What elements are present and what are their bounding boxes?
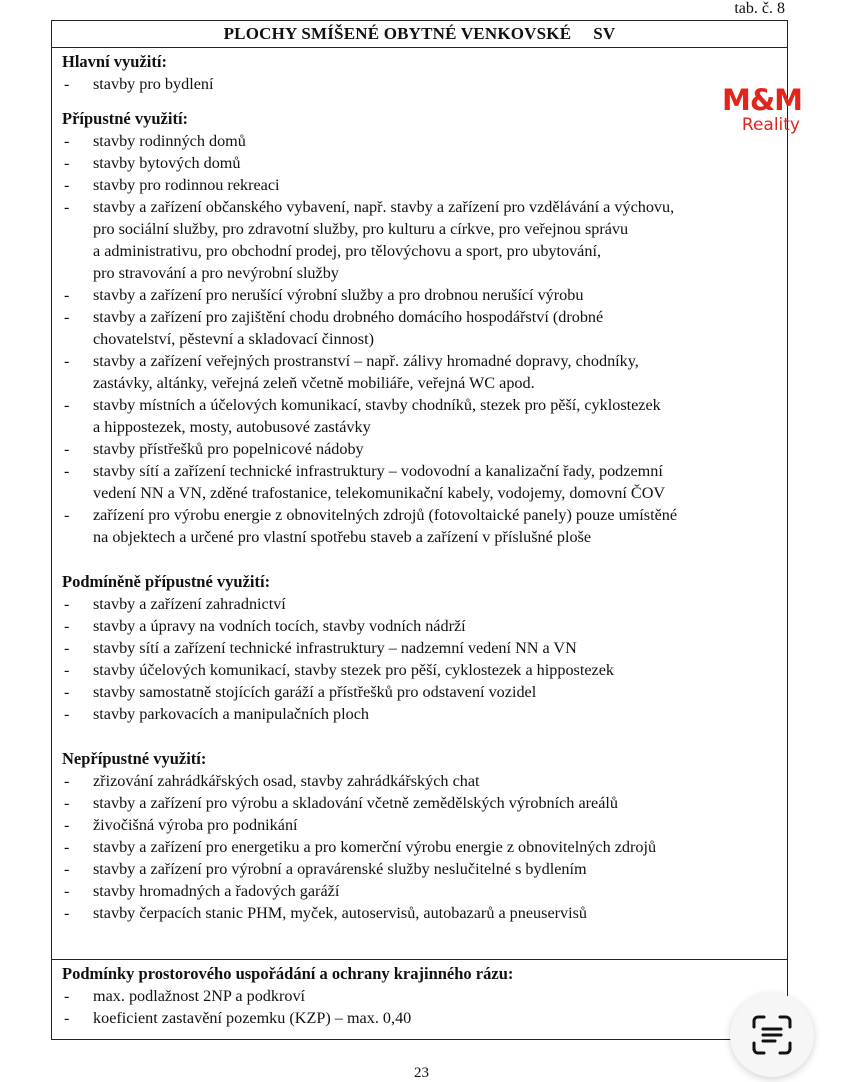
bullet-dash: - bbox=[64, 882, 70, 900]
item-text: max. podlažnost 2NP a podkroví bbox=[93, 987, 306, 1005]
bullet-dash: - bbox=[64, 1009, 70, 1027]
permitted-use-list bbox=[62, 130, 777, 548]
table-content bbox=[52, 48, 787, 924]
item-text: chovatelství, pěstevní a skladovací činnost) bbox=[93, 330, 374, 348]
list-item bbox=[62, 659, 777, 681]
item-text: stavby hromadných a řadových garáží bbox=[93, 882, 340, 900]
item-text: stavby a zařízení pro energetiku a pro komerční výrobu energie z obnovitelných zdrojů bbox=[93, 838, 657, 856]
list-item bbox=[62, 836, 777, 858]
list-item bbox=[62, 681, 777, 703]
bullet-dash: - bbox=[64, 860, 70, 878]
item-text: stavby a zařízení občanského vybavení, např. stavby a zařízení pro vzdělávání a výchovu, bbox=[93, 198, 675, 216]
list-item bbox=[62, 814, 777, 836]
main-use-heading: Hlavní využití: bbox=[62, 52, 167, 71]
item-text: stavby a zařízení pro zajištění chodu drobného domácího hospodářství (drobné bbox=[93, 308, 604, 326]
list-item bbox=[62, 770, 777, 792]
list-item bbox=[62, 858, 777, 880]
item-text: na objektech a určené pro vlastní spotřebu staveb a zařízení v příslušné ploše bbox=[93, 528, 592, 546]
list-item bbox=[62, 504, 777, 548]
bullet-dash: - bbox=[64, 617, 70, 635]
bullet-dash: - bbox=[64, 794, 70, 812]
bullet-dash: - bbox=[64, 462, 70, 480]
table-title bbox=[52, 21, 787, 48]
list-item bbox=[62, 196, 777, 284]
logo-brand: M&M bbox=[721, 83, 802, 117]
item-text: stavby čerpacích stanic PHM, myček, autoservisů, autobazarů a pneuservisů bbox=[93, 904, 588, 922]
bullet-dash: - bbox=[64, 506, 70, 524]
bullet-dash: - bbox=[64, 816, 70, 834]
item-text: stavby a zařízení pro výrobní a opravárenské služby neslučitelné s bydlením bbox=[93, 860, 587, 878]
logo-sub: Reality bbox=[741, 115, 800, 135]
list-item bbox=[62, 73, 777, 95]
bullet-dash: - bbox=[64, 396, 70, 414]
bullet-dash: - bbox=[64, 904, 70, 922]
bullet-dash: - bbox=[64, 772, 70, 790]
list-item bbox=[62, 880, 777, 902]
item-text: stavby bytových domů bbox=[93, 154, 241, 172]
bullet-dash: - bbox=[64, 440, 70, 458]
item-text: stavby pro rodinnou rekreaci bbox=[93, 176, 280, 194]
main-use-list bbox=[62, 73, 777, 95]
item-text: stavby a zařízení veřejných prostranství – např. zálivy hromadné dopravy, chodníky, bbox=[93, 352, 639, 370]
bullet-dash: - bbox=[64, 639, 70, 657]
conditional-use-list bbox=[62, 593, 777, 725]
item-text: stavby pro bydlení bbox=[93, 75, 214, 93]
bullet-dash: - bbox=[64, 176, 70, 194]
text-scan-icon bbox=[750, 1013, 794, 1057]
list-item bbox=[62, 438, 777, 460]
bullet-dash: - bbox=[64, 595, 70, 613]
list-item bbox=[62, 174, 777, 196]
item-text: stavby přístřešků pro popelnicové nádoby bbox=[93, 440, 364, 458]
item-text: stavby parkovacích a manipulačních ploch bbox=[93, 705, 369, 723]
table-title-text: PLOCHY SMÍŠENÉ OBYTNÉ VENKOVSKÉ bbox=[223, 24, 572, 43]
bullet-dash: - bbox=[64, 352, 70, 370]
item-text: stavby účelových komunikací, stavby stezek pro pěší, cyklostezek a hippostezek bbox=[93, 661, 614, 679]
spatial-conditions-heading: Podmínky prostorového uspořádání a ochrany krajinného rázu: bbox=[62, 964, 514, 983]
text-scan-button[interactable] bbox=[730, 993, 814, 1077]
list-item bbox=[62, 615, 777, 637]
bullet-dash: - bbox=[64, 75, 70, 93]
bullet-dash: - bbox=[64, 286, 70, 304]
list-item bbox=[62, 902, 777, 924]
item-text: a hippostezek, mosty, autobusové zastávky bbox=[93, 418, 371, 436]
bullet-dash: - bbox=[64, 308, 70, 326]
list-item bbox=[62, 350, 777, 394]
bullet-dash: - bbox=[64, 838, 70, 856]
item-text: stavby a zařízení pro výrobu a skladování včetně zemědělských výrobních areálů bbox=[93, 794, 618, 812]
list-item bbox=[62, 637, 777, 659]
item-text: vedení NN a VN, zděné trafostanice, telekomunikační kabely, vodojemy, domovní ČOV bbox=[93, 484, 666, 502]
list-item bbox=[62, 985, 777, 1007]
item-text: stavby sítí a zařízení technické infrastruktury – nadzemní vedení NN a VN bbox=[93, 639, 577, 657]
list-item bbox=[62, 130, 777, 152]
item-text: zastávky, altánky, veřejná zeleň včetně mobiliáře, veřejná WC apod. bbox=[93, 374, 535, 392]
item-text: pro sociální služby, pro zdravotní služby, pro kulturu a církve, pro veřejnou správu bbox=[93, 220, 629, 238]
list-item bbox=[62, 1007, 777, 1029]
item-text: stavby rodinných domů bbox=[93, 132, 246, 150]
list-item bbox=[62, 306, 777, 350]
item-text: stavby samostatně stojících garáží a přístřešků pro odstavení vozidel bbox=[93, 683, 537, 701]
bullet-dash: - bbox=[64, 198, 70, 216]
item-text: stavby a zařízení zahradnictví bbox=[93, 595, 286, 613]
list-item bbox=[62, 703, 777, 725]
item-text: stavby a úpravy na vodních tocích, stavby vodních nádrží bbox=[93, 617, 466, 635]
bullet-dash: - bbox=[64, 683, 70, 701]
item-text: koeficient zastavění pozemku (KZP) – max. 0,40 bbox=[93, 1009, 412, 1027]
item-text: pro stravování a pro nevýrobní služby bbox=[93, 264, 339, 282]
bullet-dash: - bbox=[64, 705, 70, 723]
item-text: stavby sítí a zařízení technické infrastruktury – vodovodní a kanalizační řady, podzemní bbox=[93, 462, 663, 480]
bullet-dash: - bbox=[64, 661, 70, 679]
bullet-dash: - bbox=[64, 154, 70, 172]
spatial-conditions bbox=[62, 963, 777, 1029]
list-item bbox=[62, 460, 777, 504]
spatial-conditions-list bbox=[62, 985, 777, 1029]
list-item bbox=[62, 792, 777, 814]
bullet-dash: - bbox=[64, 987, 70, 1005]
prohibited-use-list bbox=[62, 770, 777, 924]
item-text: stavby a zařízení pro nerušící výrobní služby a pro drobnou nerušící výrobu bbox=[93, 286, 584, 304]
table-reference: tab. č. 8 bbox=[734, 0, 785, 17]
prohibited-use-heading: Nepřípustné využití: bbox=[62, 749, 207, 768]
list-item bbox=[62, 593, 777, 615]
list-item bbox=[62, 152, 777, 174]
item-text: zařízení pro výrobu energie z obnovitelných zdrojů (fotovoltaické panely) pouze umístěné bbox=[93, 506, 678, 524]
conditional-use-heading: Podmíněně přípustné využití: bbox=[62, 572, 271, 591]
item-text: a administrativu, pro obchodní prodej, pro tělovýchovu a sport, pro ubytování, bbox=[93, 242, 602, 260]
permitted-use-heading: Přípustné využití: bbox=[62, 109, 189, 128]
zone-code: SV bbox=[593, 24, 616, 43]
bullet-dash: - bbox=[64, 132, 70, 150]
item-text: zřizování zahrádkářských osad, stavby zahrádkářských chat bbox=[93, 772, 480, 790]
regulation-table bbox=[51, 20, 802, 1040]
list-item bbox=[62, 284, 777, 306]
page-number: 23 bbox=[414, 1065, 429, 1081]
item-text: živočišná výroba pro podnikání bbox=[93, 816, 298, 834]
item-text: stavby místních a účelových komunikací, stavby chodníků, stezek pro pěší, cyklostezek bbox=[93, 396, 661, 414]
list-item bbox=[62, 394, 777, 438]
section-divider bbox=[52, 959, 787, 960]
